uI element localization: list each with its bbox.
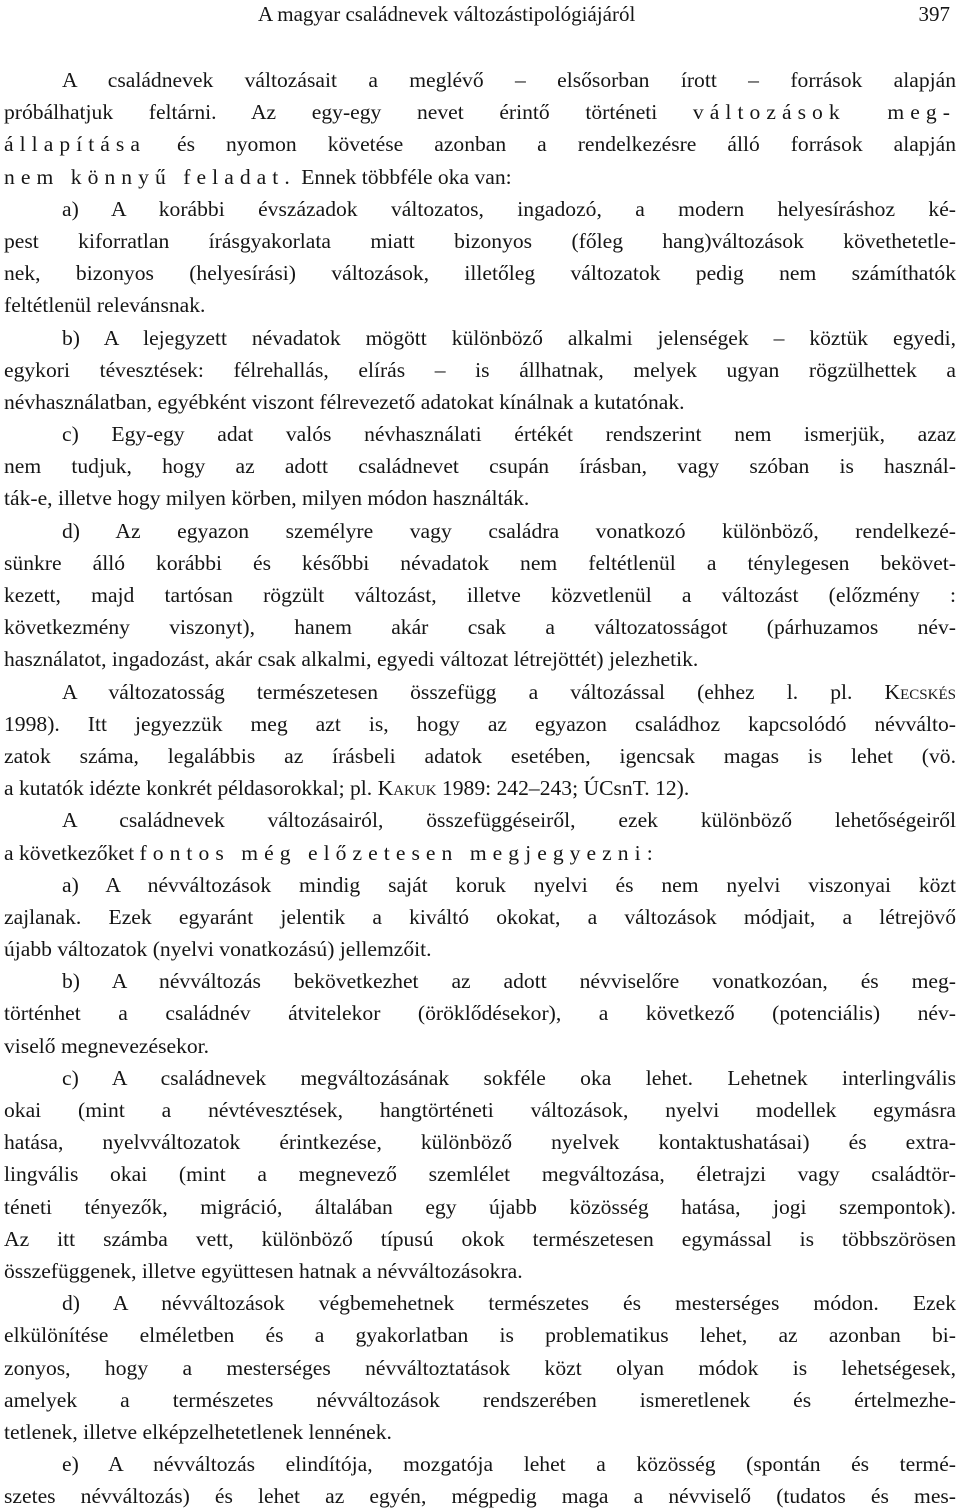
text-line (4, 740, 956, 772)
text-run: a kutatók idézte konkrét példasorokkal; pl. (4, 776, 378, 801)
text-run: A változatosság természetesen összefügg a változással (ehhez l. pl. (62, 679, 885, 704)
text-line (4, 450, 956, 482)
body-text (4, 64, 956, 1512)
text-run: 1989: 242–243; ÚCsnT. 12). (436, 776, 690, 801)
text-line (4, 579, 956, 611)
text-run: A családnevek változásairól, összefüggéseiről, ezek különböző lehetőségeiről (62, 808, 956, 833)
text-run: b) A lejegyzett névadatok mögött különböző alkalmi jelenségek – köztük egyedi, (62, 325, 956, 350)
text-line (4, 1416, 956, 1448)
text-line (4, 708, 956, 740)
text-run: okai (mint a névtévesztések, hangtörténeti változások, nyelvi modellek egymásra (4, 1098, 956, 1122)
text-run: b) A névváltozás bekövetkezhet az adott névviselőre vonatkozóan, és meg- (62, 969, 956, 994)
text-run: pest kiforratlan írásgyakorlata miatt bizonyos (főleg hang)változások követhetetle- (4, 228, 956, 253)
text-run: viselő megnevezésekor. (4, 1033, 210, 1058)
text-line (4, 611, 956, 643)
text-run: ták-e, illetve hogy milyen körben, milyen módon használták. (4, 486, 530, 511)
text-line (4, 289, 956, 321)
text-run: Az itt számba vett, különböző típusú okok természetesen egymással is többszörösen (4, 1226, 956, 1251)
text-line (4, 676, 956, 708)
text-line (4, 128, 956, 160)
text-line (4, 901, 956, 933)
text-line (4, 997, 956, 1029)
author-name: Kecskés (884, 679, 956, 704)
text-run: összefüggenek, illetve együttesen hatnak a névváltozásokra. (4, 1258, 523, 1283)
text-run: d) A névváltozások végbemehetnek természetes és mesterséges módon. Ezek (62, 1291, 956, 1316)
text-line (4, 386, 956, 418)
text-line (4, 869, 956, 901)
text-run: : (646, 840, 653, 865)
text-line (4, 1062, 956, 1094)
text-run: tetlenek, illetve elképzelhetetlenek lennének. (4, 1419, 392, 1444)
spaced-emphasis: változások meg- (692, 100, 956, 125)
text-run: A családnevek változásait a meglévő – elsősorban írott – források alapján (62, 68, 956, 92)
running-title: A magyar családnevek változástipológiájáról (258, 2, 636, 26)
text-line (4, 322, 956, 354)
text-line (4, 418, 956, 450)
text-run: téneti tényezők, migráció, általában egy újabb közösség hatása, jogi szempontok). (4, 1194, 956, 1219)
text-run: feltétlenül relevánsnak. (4, 293, 206, 318)
text-run: a) A korábbi évszázadok változatos, ingadozó, a modern helyesíráshoz ké- (62, 196, 956, 221)
text-line (4, 547, 956, 579)
text-run: sünkre álló korábbi és későbbi névadatok nem feltétlenül a ténylegesen bekövet- (4, 550, 956, 575)
text-line (4, 1158, 956, 1190)
text-run: lingvális okai (mint a megnevező szemlélet megváltozása, életrajzi vagy családtör- (4, 1162, 956, 1187)
text-run: hatása, nyelvváltozatok érintkezése, különböző nyelvek kontaktushatásai) és extra- (4, 1130, 956, 1155)
text-run: Ennek többféle oka van: (295, 164, 512, 189)
text-run: amelyek a természetes névváltozások rendszerében ismeretlenek és értelmezhe- (4, 1387, 956, 1412)
page-number: 397 (918, 2, 950, 26)
text-line (4, 804, 956, 836)
text-line (4, 933, 956, 965)
text-line (4, 1352, 956, 1384)
spaced-emphasis: fontos még előzetesen megjegyezni (139, 840, 647, 865)
text-line (4, 193, 956, 225)
text-line (4, 1319, 956, 1351)
text-line (4, 1094, 956, 1126)
text-line (4, 1480, 956, 1512)
text-run: zatok száma, legalábbis az írásbeli adatok esetében, igencsak magas is lehet (vö. (4, 743, 956, 768)
spaced-emphasis: nem könnyű feladat. (4, 164, 296, 189)
text-line (4, 161, 956, 193)
text-run: kezett, majd tartósan rögzült változást, illetve közvetlenül a változást (előzmény : (4, 583, 956, 607)
text-line (4, 1384, 956, 1416)
text-line (4, 1030, 956, 1062)
text-run: c) Egy-egy adat valós névhasználati értékét rendszerint nem ismerjük, azaz (62, 422, 956, 447)
text-run: nek, bizonyos (helyesírási) változások, illetőleg változatok pedig nem számíthatók (4, 261, 956, 286)
text-line (4, 643, 956, 675)
text-run: a) A névváltozások mindig saját koruk nyelvi és nem nyelvi viszonyai közt (62, 872, 956, 897)
text-line (4, 515, 956, 547)
author-name: Kakuk (377, 776, 437, 801)
text-line (4, 482, 956, 514)
text-run: következmény viszonyt), hanem akár csak a változatosságot (párhuzamos név- (4, 615, 956, 640)
text-run: c) A családnevek megváltozásának sokféle oka lehet. Lehetnek interlingvális (62, 1065, 956, 1090)
text-run: zajlanak. Ezek egyaránt jelentik a kiváltó okokat, a változások módjait, a létrejövő (4, 904, 956, 929)
text-run: névhasználatban, egyébként viszont félrevezető adatokat kínálnak a kutatónak. (4, 389, 685, 414)
text-run: szetes névváltozás) és lehet az egyén, mégpedig maga a névviselő (tudatos és mes- (4, 1484, 956, 1509)
text-run: és nyomon követése azonban a rendelkezésre álló források alapján (146, 132, 956, 157)
text-run: 1998). Itt jegyezzük meg azt is, hogy az egyazon családhoz kapcsolódó névválto- (4, 711, 956, 736)
text-line (4, 772, 956, 804)
text-run: újabb változatok (nyelvi vonatkozású) jellemzőit. (4, 937, 432, 962)
text-run: zonyos, hogy a mesterséges névváltoztatások közt olyan módok is lehetségesek, (4, 1355, 956, 1380)
text-line (4, 1126, 956, 1158)
text-run: e) A névváltozás elindítója, mozgatója lehet a közösség (spontán és termé- (62, 1452, 956, 1477)
spaced-emphasis: állapítása (4, 132, 147, 157)
text-line (4, 1223, 956, 1255)
text-run: egykori tévesztések: félrehallás, elírás – is állhatnak, melyek ugyan rögzülhettek a (4, 357, 956, 382)
text-line (4, 225, 956, 257)
text-line (4, 1287, 956, 1319)
text-line (4, 1255, 956, 1287)
running-header (4, 0, 956, 30)
text-line (4, 965, 956, 997)
text-line (4, 96, 956, 128)
text-line (4, 1191, 956, 1223)
text-run: történhet a családnév átvitelekor (öröklődésekor), a következő (potenciális) név- (4, 1001, 956, 1026)
text-line (4, 837, 956, 869)
text-run: d) Az egyazon személyre vagy családra vonatkozó különböző, rendelkezé- (62, 518, 956, 543)
text-run: próbálhatjuk feltárni. Az egy-egy nevet érintő történeti (4, 100, 693, 125)
text-run: nem tudjuk, hogy az adott családnevet csupán írásban, vagy szóban is használ- (4, 454, 956, 479)
text-run: elkülönítése elméletben és a gyakorlatban is problematikus lehet, az azonban bi- (4, 1323, 956, 1348)
text-line (4, 257, 956, 289)
text-line (4, 354, 956, 386)
text-line (4, 1448, 956, 1480)
text-run: használatot, ingadozást, akár csak alkalmi, egyedi változat létrejöttét) jelezhetik. (4, 647, 699, 672)
text-run: a következőket (4, 840, 140, 865)
text-line (4, 64, 956, 96)
